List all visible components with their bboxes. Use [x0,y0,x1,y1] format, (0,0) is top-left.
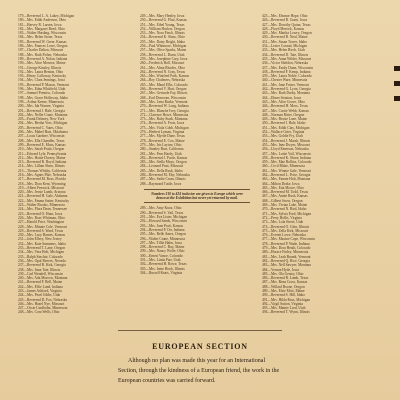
list-entry: 473—Mrs. Lola Street, Utah [262,220,304,225]
section-paragraph: Although no plan was made this year for an International Section, through the kindness of a European friend, the work in the European countries was carried forward. [118,358,280,384]
list-entry: 475—Mrs. Zella Kirk, Missouri [262,228,309,233]
list-entry: 248—Mrs. Cora Wells, Ohio [18,310,60,315]
list-column-1 [18,14,132,320]
list-entry: 242—Mrs. Effie Lund, Indiana [18,284,63,289]
list-entry: 192—Mrs. Laura Benton, Ohio [18,69,64,74]
list-entry: 230—Mrs. Lucy Barnes, Kansas [18,233,66,238]
list-entry: 426—Reverend R. Grant, Iowa [262,18,308,23]
list-entry: 431—Mrs. Susan Tower, Idaho [262,39,307,44]
list-entry: 467—Mrs. Annie Rush, Kansas [262,194,308,199]
list-entry: 485—Mrs. Ola Gentry, Ohio [262,271,304,276]
list-entry: 247—Oscar Lindholm, Minnesota [18,306,68,311]
list-entry: 231—John Ellery, New Jersey [18,237,62,242]
list-entry: 432—Lester Conrad, Michigan [262,44,308,49]
list-entry: 208—Mrs. Ella Chandler, Texas [18,138,65,143]
list-entry: 474—Reverend O. Glen, Illinois [262,224,310,229]
list-entry: 263—Mrs. Winifred Park, Kansas [140,74,189,79]
list-entry: 183—Walter Harding, Wisconsin [18,31,66,36]
edge-mark [394,81,400,86]
list-entry: 243—James Ashford, Virginia [18,289,62,293]
list-entry: 191—George Kinsley, Illinois [18,65,62,70]
list-entry: 234—Mrs. Vera Holt, Michigan [18,250,64,255]
edge-mark [394,66,400,71]
list-entry: 458—Reverend K. Shore, Indiana [262,155,312,160]
list-entry: 246—Mrs. Hazel Nye, Missouri [18,301,65,306]
list-entry: 187—Charles Dalton, Missouri [18,48,64,53]
edge-mark [394,96,400,101]
list-entry: 493—Mrs. Mamie Lord, Utah [262,306,306,311]
list-entry: 229—Reverend S. Ward, Texas [18,228,64,233]
list-entry: 270—Reverend W. Long, Indiana [140,104,189,109]
list-entry: 442—Reverend G. Lyon, Georgia [262,87,311,92]
list-entry: 462—Reverend L. Price, Georgia [262,172,311,177]
list-entry: 189—Reverend A. Nolan, Indiana [18,56,68,61]
list-entry: 194—Mrs. Clara Jennings, Iowa [18,78,65,83]
list-entry: 491—Mrs. Hilda Ross, Michigan [262,297,311,302]
list-entry: 250—Reverend G. Platt, Kansas [140,18,187,23]
list-entry: 252—William Harlow, Oregon [140,26,185,31]
list-entry: 430—Reverend B. Neal, Maine [262,35,308,40]
list-entry: 201—Reverend J. Hale, Georgia [18,108,65,113]
list-entry: 186—Mrs. Frances Lowe, Oregon [18,44,68,49]
list-entry: 293—Mrs. June Pratt, Kansas [140,223,184,228]
list-entry: 271—Mrs. Blanche Ivey, Georgia [140,108,189,113]
list-entry: 238—Mrs. Irma Tate, Illinois [18,267,61,272]
list-entry: 241—Reverend F. Bell, Maine [18,280,63,285]
list-entry: 227—Harold Price, Washington [18,220,65,225]
list-entry: 463—Mrs. Fannie Holt, Montana [262,177,311,182]
list-entry: 218—Mrs. Dora Kent, Wyoming [18,181,66,186]
list-entry: 479—Mrs. Dora Heath, Colorado [262,246,311,251]
list-entry: 276—Herbert Lyman, Virginia [140,130,185,135]
list-entry: 196—Mrs. Edna Whitfield, Utah [18,87,66,92]
list-entry: 215—Thomas Whitby, California [18,168,67,173]
list-entry: 206—Mrs. Mabel Hart, Oklahoma [18,130,68,135]
list-entry: 197—Samuel Prentiss, Colorado [18,91,66,96]
list-entry: 233—Reverend T. Lane, Oregon [18,246,66,251]
section-divider [118,330,282,331]
list-entry: 461—Mrs. Winnie Gale, Vermont [262,168,311,173]
list-entry: 212—Mrs. Hattie Dorsey, Maine [18,155,66,160]
list-entry: 468—Gilbert Snow, Oregon [262,198,303,203]
list-entry: 216—Mrs. Agnes Pike, Nebraska [18,172,67,177]
list-entry: 259—Mrs. Josephine Cary, Iowa [140,56,188,61]
list-column-2 [140,14,254,320]
list-entry: 261—Mrs. Alma Rhodes, Ohio [140,65,186,70]
list-entry: 210—Mrs. Sarah Pruitt, Oregon [18,147,65,152]
list-entry: 452—Wallace Grier, Virginia [262,130,305,135]
list-entry: 448—Norman Ritter, Oregon [262,112,305,117]
list-entry: 494—Reverend T. Wynn, Illinois [262,310,310,315]
list-notice: Numbers 310 to 424 inclusive are given to Europe which were drawn at the Exhibition but never yet returned by mail. [144,189,250,204]
list-entry: 268—Earl Donovan, Wisconsin [140,95,186,100]
list-entry: 207—Louis Gardner, Wisconsin [18,134,65,139]
list-entry: 464—Milton Drake, Iowa [262,181,300,186]
list-entry: 285—Mrs. Della Rusk, Idaho [140,168,183,173]
list-entry: 240—Mrs. Ada Morrow, Montana [18,276,68,281]
list-entry: 226—Mrs. Rose Whitman, Ohio [18,215,65,220]
list-entry: 435—Mrs. Anna Wilder, Missouri [262,56,312,61]
list-entry: 301—Mrs. Linda Parr, Utah [140,258,181,263]
list-entry: 477—Mrs. Maxine Cope, Wisconsin [262,237,315,242]
list-entry: 429—Mrs. Martha Lowry, Oregon [262,31,312,36]
list-entry: 488—Willard Boone, Oregon [262,284,305,289]
list-entry: 443—Mrs. Ruth Darby, Montana [262,91,310,96]
list-entry: 476—Everett Lowe, Nebraska [262,233,306,238]
list-entry: 457—Mrs. Lottie Vail, Wisconsin [262,151,311,156]
list-entry: 304—Russell Keats, Virginia [140,270,183,275]
list-entry: 480—Horace Finley, Minnesota [262,250,309,255]
list-entry: 245—Reverend D. Fox, Nebraska [18,297,68,302]
list-entry: 287—Mrs. Sadie Crum, Illinois [140,177,186,182]
list-entry: 180—Mrs. Edith Anderson, Ohio [18,18,67,23]
list-entry: 181—Harvey R. Larsen, Iowa [18,22,62,27]
list-entry: 211—Edward Lyle, Pennsylvania [18,151,67,156]
list-entry: 445—Mrs. Alice Grove, Ohio [262,99,306,104]
list-entry: 179—Reverend L. A. Lakey, Michigan [18,14,75,18]
list-entry: 453—Mrs. Goldie Fry, Utah [262,134,303,139]
list-entry: 471—Mrs. Sylvia Ford, Michigan [262,211,312,216]
list-entry: 275—Mrs. Viola Cobb, Michigan [140,125,189,130]
edge-tab-marks [394,66,400,111]
list-entry: 205—Reverend C. Yates, Ohio [18,125,63,130]
list-entry: 253—Mrs. Nora Finch, Illinois [140,31,185,36]
list-entry: 221—Reverend H. Gale, Alabama [18,194,68,199]
list-column-3 [262,14,376,320]
list-entry: 481—Mrs. Leah Brandt, Vermont [262,254,311,259]
list-entry: 484—Vernon Hyde, Iowa [262,267,300,272]
list-entry: 434—Reverend D. Tate, Illinois [262,52,309,57]
list-entry: 469—Mrs. Vivian Lake, Maine [262,203,308,208]
list-entry: 265—Mrs. Maud Ellis, Colorado [140,82,188,87]
list-entry: 459—Mrs. Mae Rollins, Colorado [262,160,312,165]
list-entry: 185—Reverend W. Greer, Kansas [18,39,67,44]
list-entry: 446—Reverend H. Moss, Texas [262,104,308,109]
list-entry: 235—Ralph Sinclair, Colorado [18,254,63,259]
list-entry: 277—Mrs. Myrtle Dane, Texas [140,134,185,139]
list-entry: 224—Mrs. Flora Dean, Tennessee [18,207,68,212]
list-entry: 283—Mrs. Stella Mayo, Oregon [140,160,187,165]
list-entry: 195—Reverend P. Mason, Vermont [18,82,69,87]
list-entry: 482—Reverend Q. Rice, Georgia [262,258,310,263]
list-entry: 260—Frederick Hall, Missouri [140,61,185,66]
list-entry: 441—Mrs. Jane Foster, Vermont [262,82,309,87]
list-entry: 204—Mrs. Bertha Voss, Michigan [18,121,68,126]
list-entry: 284—Leonard Pratt, Missouri [140,164,184,169]
list-entry: 439—Mrs. Laura Noble, Colorado [262,74,312,79]
list-entry: 257—Mrs. Olive Sparks, Maine [140,48,187,53]
list-entry: 272—Clarence Howe, Minnesota [140,112,189,117]
list-entry: 449—Mrs. Bessie Lane, Maine [262,117,308,122]
list-entry: 451—Mrs. Edith Clay, Michigan [262,125,310,130]
list-entry: 281—Mrs. Fern Hardy, Utah [140,151,182,156]
list-entry: 255—Mrs. Daisy Bright, Idaho [140,39,186,44]
list-entry: 427—Mrs. Dorothy Quinn, Texas [262,22,311,27]
list-entry: 267—Mrs. Gertrude Fay, Illinois [140,91,188,96]
list-entry: 433—Mrs. Helen Birch, Utah [262,48,305,53]
list-entry: 289—Mrs. Amy Knox, Ohio [140,206,182,211]
list-entry: 302—Reverend H. Rowe, Texas [140,262,187,267]
list-entry: 209—Reverend E. Moss, Kansas [18,142,66,147]
list-entry: 297—Mrs. Tillie Hahn, Iowa [140,240,182,245]
list-entry: 219—Albert Fenwick, Missouri [18,185,65,190]
list-entry: 455—Mrs. Inez Dwyer, Missouri [262,142,310,147]
list-entry: 286—Reverend M. Eby, Nebraska [140,172,190,177]
list-entry: 188—Mrs. Ruth Fisher, Nebraska [18,52,67,57]
list-entry: 203—Frank Delaney, New York [18,117,65,122]
list-entry: 264—Roy Chalmers, Nebraska [140,78,186,83]
list-entry: 193—Henry Calloway, Kentucky [18,74,67,79]
list-entry: 295—Mrs. Belle Ames, Oregon [140,232,186,237]
list-entry: 266—Reverend V. Hart, Oregon [140,87,187,92]
list-entry: 190—Mrs. Alice Monroe, Maine [18,61,66,66]
list-entry: 450—Reverend I. Hale, Idaho [262,121,306,126]
list-entry: 444—Elmer Stratton, Iowa [262,95,302,100]
list-entry: 199—Arthur Keene, Minnesota [18,99,64,104]
list-entry: 472—Perry Hollis, Virginia [262,215,302,220]
list-entry: 256—Paul Whitmore, Michigan [140,44,187,49]
list-entry: 251—Mrs. Ethel Young, Texas [140,22,185,27]
list-entry: 279—Mrs. Iris Layton, Ohio [140,142,182,147]
list-entry: 184—Mrs. Helen Stone, Texas [18,35,63,40]
list-entry: 483—Mrs. Nell Sawyer, Montana [262,263,311,268]
list-entry: 237—Reverend B. Kirk, Georgia [18,263,66,268]
list-entry: 214—Mrs. Lillian Shaw, Illinois [18,164,65,169]
list-entry: 437—Mrs. Emily Dunn, Wisconsin [262,65,314,70]
list-entry: 236—Mrs. Opal Reeves, Nevada [18,258,66,263]
list-entry: 228—Mrs. Minnie Cole, Vermont [18,224,67,229]
list-entry: 290—Reverend S. Vail, Texas [140,210,184,215]
list-entry: 460—Cecil Blake, Minnesota [262,164,305,169]
list-entry: 425—Mrs. Eleanor Hope, Ohio [262,14,308,18]
list-entry: 198—Mrs. Grace Holloway, Idaho [18,95,68,100]
list-entry: 232—Mrs. Kate Summers, Idaho [18,241,66,246]
list-entry: 249—Mrs. Mary Henley, Iowa [140,14,185,18]
list-entry: 213—Reverend R. Boyd, Indiana [18,160,67,165]
section-title: EUROPEAN SECTION [152,342,248,351]
list-entry: 254—Reverend K. Shaw, Ohio [140,35,185,40]
list-entry: 294—Reverend P. Orr, Indiana [140,227,185,232]
list-entry: 299—Mrs. Nancy Wolfe, Ohio [140,249,185,254]
list-entry: 436—Victor Sheldon, Nebraska [262,61,308,66]
list-entry: 300—Ernest Vance, Colorado [140,253,183,258]
list-entry: 292—Howard Sands, Wisconsin [140,219,187,224]
list-entry: 470—Reverend N. Bird, Idaho [262,207,307,212]
list-entry: 288—Raymond Tuttle, Iowa [140,181,182,186]
list-entry: 244—Mrs. Pearl Gibbs, Utah [18,293,61,298]
list-entry: 487—Mrs. Rena Cross, Kansas [262,280,308,285]
list-entry: 291—Mrs. Eva Lister, Michigan [140,215,187,220]
list-entry: 454—Reverend J. Marsh, Illinois [262,138,311,143]
list-entry: 478—Reverend P. Wade, Indiana [262,241,310,246]
list-entry: 182—Mrs. Margaret Reed, Ohio [18,26,65,31]
list-entry: 269—Mrs. Lena Burke, Vermont [140,99,188,104]
list-entry: 492—Virgil Sutton, Virginia [262,301,303,306]
list-entry: 296—Walter Crane, Minnesota [140,236,185,241]
list-entry: 298—Reverend C. Ray, Maine [140,245,185,250]
list-entry: 438—Reverend F. Kemp, Indiana [262,69,311,74]
list-entry: 202—Mrs. Nellie Crane, Montana [18,112,68,117]
list-entry: 239—Carl Wendell, Wisconsin [18,271,63,276]
list-columns [18,14,376,320]
list-entry: 220—Mrs. Jessie Lamb, Arizona [18,190,66,195]
section-body [118,356,286,400]
list-entry: 465—Mrs. Etta Moore, Ohio [262,185,304,190]
list-entry: 222—Mrs. Emma Sutter, Kentucky [18,198,70,203]
list-entry: 486—Reverend R. Lamb, Texas [262,276,309,281]
list-entry: 489—Mrs. Elsie Mott, Maine [262,289,305,293]
list-entry: 466—Reverend M. Todd, Texas [262,190,308,195]
list-entry: 490—Reverend S. Hill, Idaho [262,293,306,298]
list-entry: 280—Stanley Burr, California [140,147,184,152]
list-entry: 217—Reverend M. Ross, Florida [18,177,66,182]
list-entry: 262—Reverend N. Gray, Texas [140,69,186,74]
list-entry: 447—Mrs. Carrie Webb, Kansas [262,108,309,113]
list-entry: 274—Reverend A. Frost, Iowa [140,121,185,126]
list-entry: 428—Floyd Merrick, Kansas [262,26,305,31]
list-entry: 440—Chester Ware, Minnesota [262,78,308,83]
list-entry: 225—Reverend O. Hunt, Iowa [18,211,63,216]
list-entry: 258—Reverend L. Dunn, Utah [140,52,185,57]
list-entry: 303—Mrs. Irene Hook, Illinois [140,266,185,271]
list-entry: 200—Mrs. Ida Warren, Virginia [18,104,64,109]
list-entry: 456—Lloyd Emerson, Nebraska [262,147,309,152]
list-entry: 223—Walter Brooks, Minnesota [18,203,65,208]
list-entry: 273—Mrs. Ruby Stark, Montana [140,117,188,122]
list-entry: 282—Reverend J. Poole, Kansas [140,155,188,160]
list-entry: 278—Reverend E. Cox, Maine [140,138,185,143]
